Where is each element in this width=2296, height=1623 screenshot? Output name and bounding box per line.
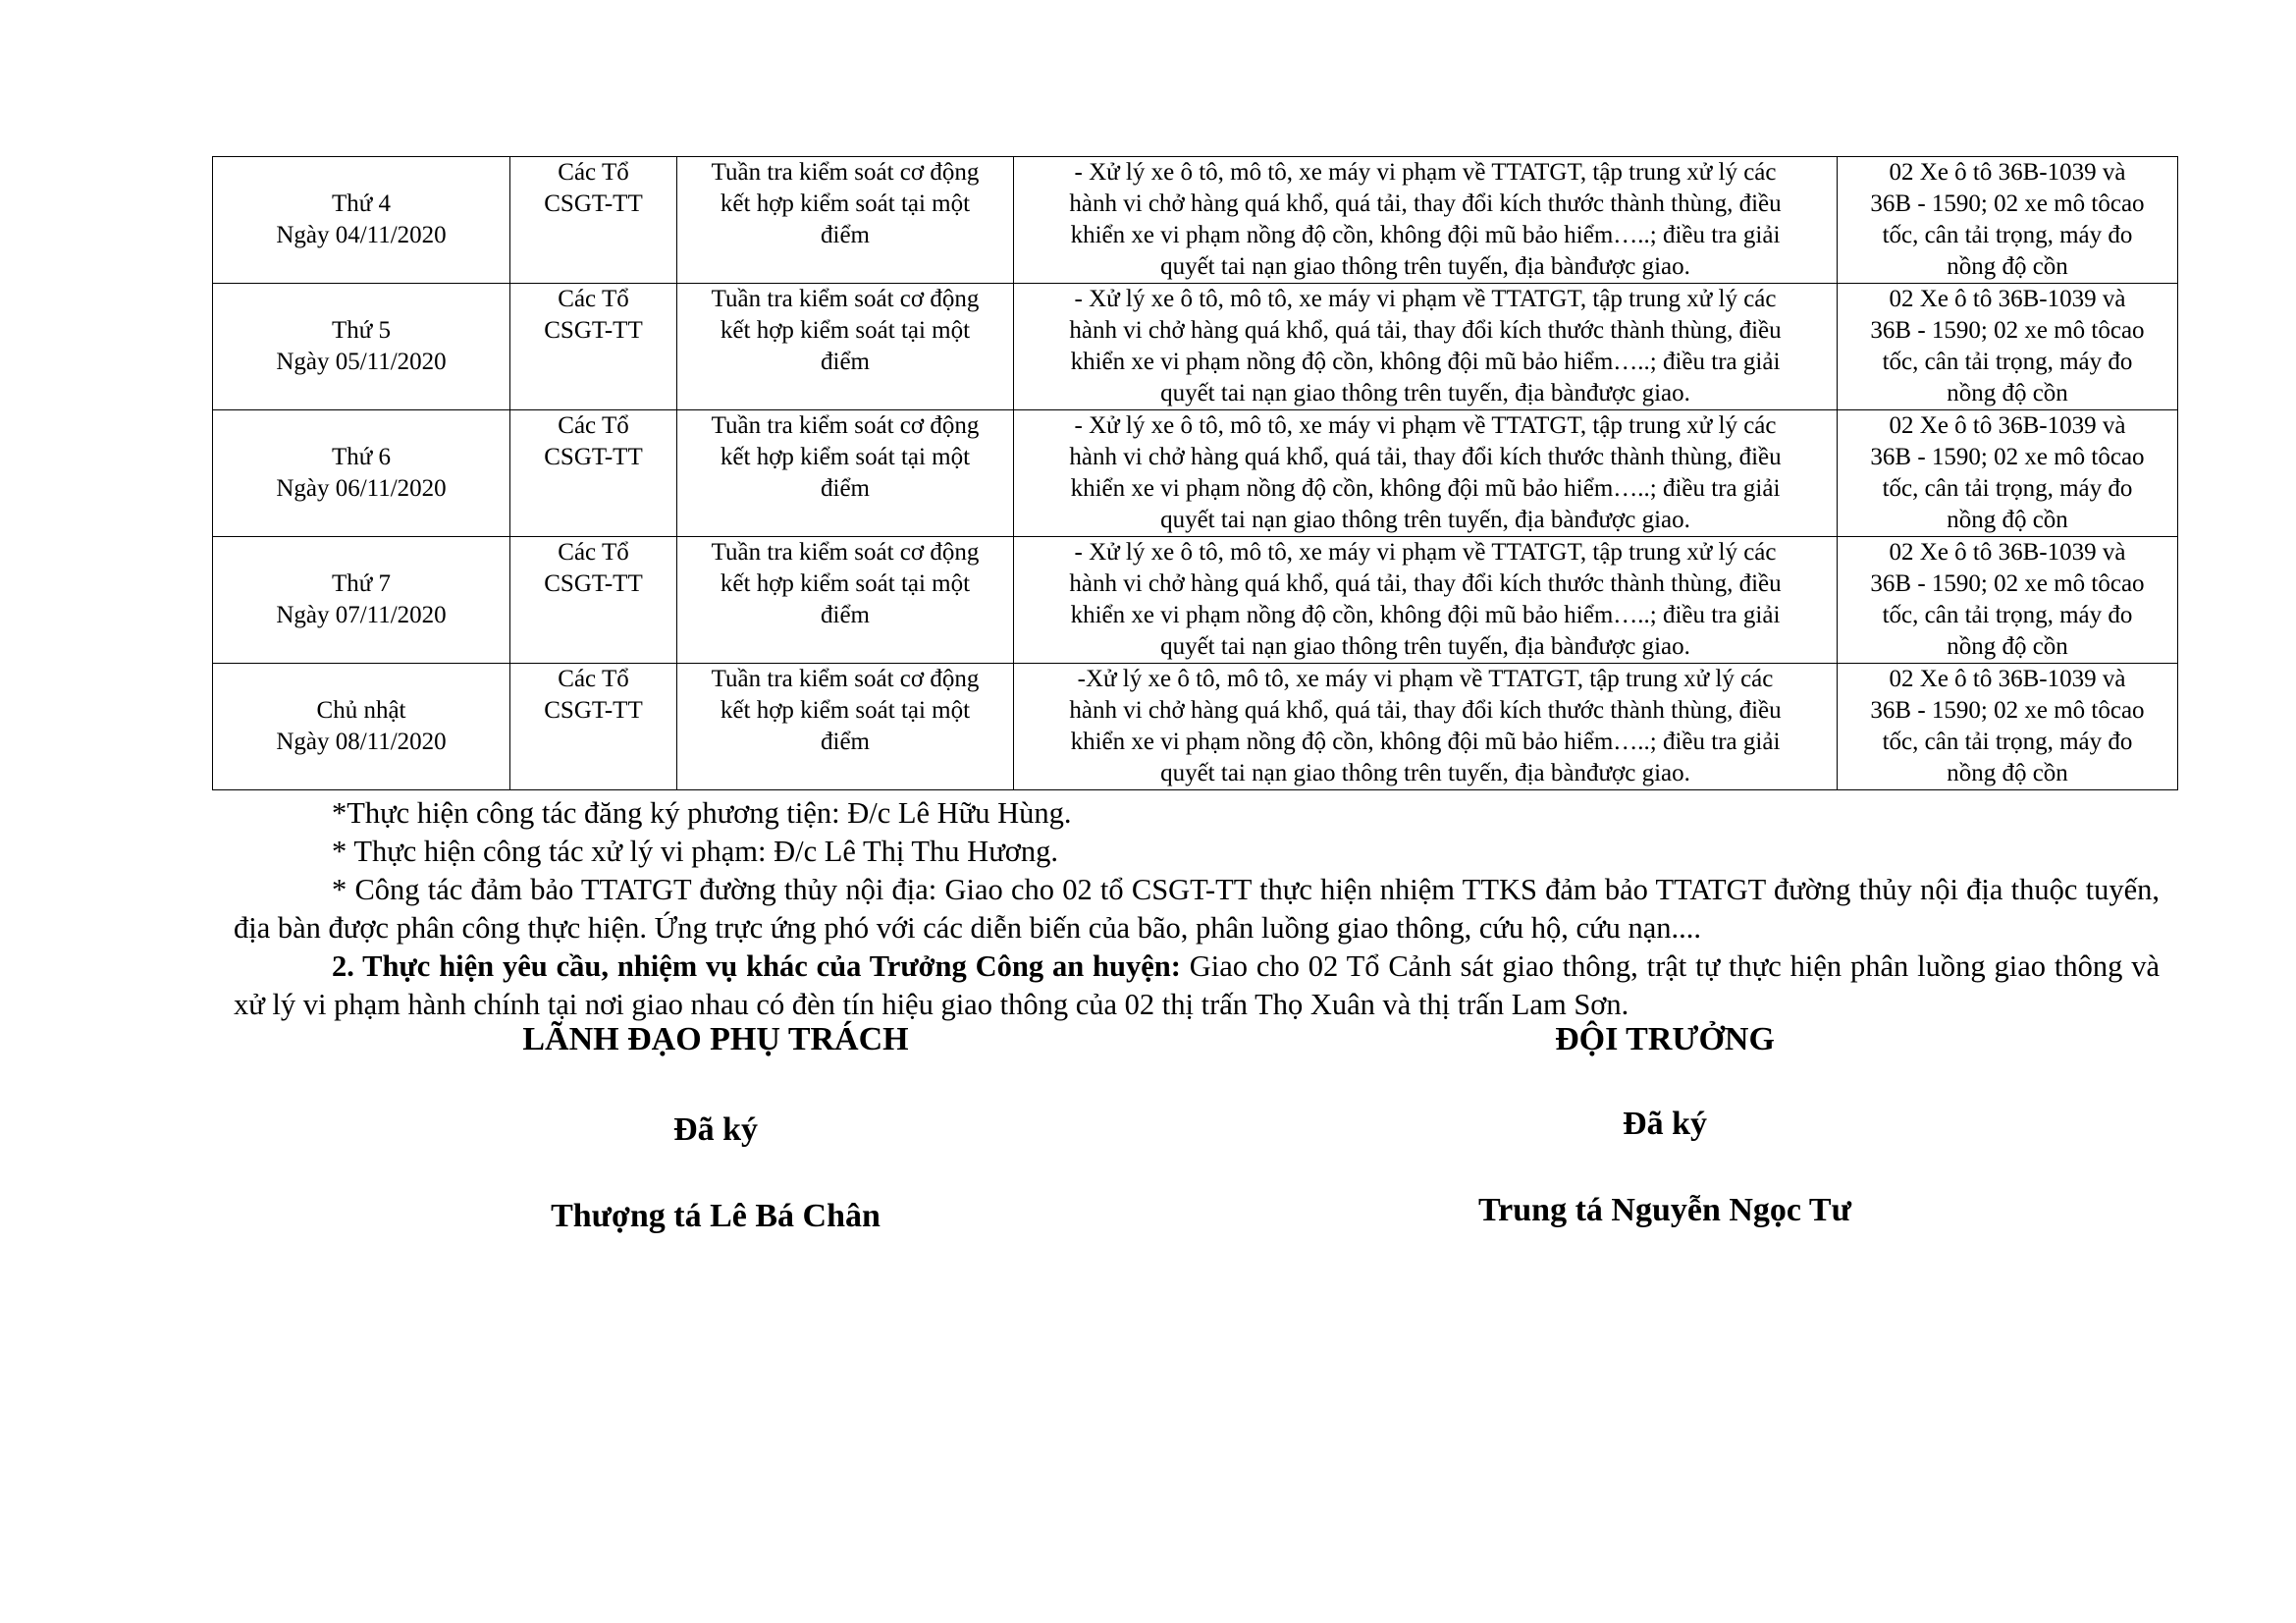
equipment-line: nồng độ cồn bbox=[1947, 507, 2068, 533]
content-cell bbox=[1014, 284, 1838, 410]
unit-cell bbox=[510, 664, 677, 790]
unit-line: Các Tổ bbox=[558, 666, 629, 692]
content-line: - Xử lý xe ô tô, mô tô, xe máy vi phạm về TTATGT, tập trung xử lý các bbox=[1074, 286, 1777, 312]
content-line: khiển xe vi phạm nồng độ cồn, không đội mũ bảo hiểm…..; điều tra giải bbox=[1070, 602, 1781, 628]
equipment-cell bbox=[1838, 664, 2178, 790]
unit-line: Các Tổ bbox=[558, 539, 629, 566]
day-label: Thứ 7 bbox=[331, 570, 392, 597]
form-line: điểm bbox=[821, 602, 870, 628]
content-line: hành vi chở hàng quá khổ, quá tải, thay đổi kích thước thành thùng, điều bbox=[1069, 444, 1782, 470]
signature-left-status: Đã ký bbox=[673, 1111, 758, 1148]
day-cell bbox=[213, 537, 510, 664]
equipment-line: 36B - 1590; 02 xe mô tôcao bbox=[1870, 317, 2145, 344]
unit-line: Các Tổ bbox=[558, 412, 629, 439]
form-line: kết hợp kiểm soát tại một bbox=[720, 190, 971, 217]
unit-cell bbox=[510, 284, 677, 410]
equipment-cell bbox=[1838, 537, 2178, 664]
day-cell bbox=[213, 284, 510, 410]
content-line: hành vi chở hàng quá khổ, quá tải, thay đổi kích thước thành thùng, điều bbox=[1069, 317, 1782, 344]
form-line: điểm bbox=[821, 729, 870, 755]
date-label: Ngày 08/11/2020 bbox=[276, 729, 447, 755]
schedule-table-body bbox=[213, 157, 2178, 790]
equipment-line: tốc, cân tải trọng, máy đo bbox=[1882, 222, 2133, 248]
signature-right-name: Trung tá Nguyễn Ngọc Tư bbox=[1478, 1192, 1851, 1228]
unit-line: CSGT-TT bbox=[544, 190, 643, 217]
schedule-row bbox=[213, 537, 2178, 664]
schedule-table bbox=[212, 156, 2178, 790]
form-line: kết hợp kiểm soát tại một bbox=[720, 444, 971, 470]
unit-line: CSGT-TT bbox=[544, 444, 643, 470]
form-cell bbox=[677, 284, 1014, 410]
form-cell bbox=[677, 537, 1014, 664]
unit-line: CSGT-TT bbox=[544, 697, 643, 724]
schedule-row bbox=[213, 664, 2178, 790]
form-line: điểm bbox=[821, 475, 870, 502]
equipment-line: 02 Xe ô tô 36B-1039 và bbox=[1889, 286, 2126, 312]
equipment-line: nồng độ cồn bbox=[1947, 760, 2068, 786]
day-label: Thứ 6 bbox=[331, 444, 392, 470]
content-line: - Xử lý xe ô tô, mô tô, xe máy vi phạm về TTATGT, tập trung xử lý các bbox=[1074, 412, 1777, 439]
form-line: kết hợp kiểm soát tại một bbox=[720, 570, 971, 597]
day-label: Thứ 4 bbox=[331, 190, 392, 217]
content-line: quyết tai nạn giao thông trên tuyến, địa bànđược giao. bbox=[1160, 507, 1690, 533]
content-cell bbox=[1014, 410, 1838, 537]
equipment-line: tốc, cân tải trọng, máy đo bbox=[1882, 729, 2133, 755]
equipment-line: nồng độ cồn bbox=[1947, 633, 2068, 660]
form-line: Tuần tra kiểm soát cơ động bbox=[711, 412, 980, 439]
content-line: khiển xe vi phạm nồng độ cồn, không đội mũ bảo hiểm…..; điều tra giải bbox=[1070, 729, 1781, 755]
content-line: khiển xe vi phạm nồng độ cồn, không đội mũ bảo hiểm…..; điều tra giải bbox=[1070, 475, 1781, 502]
date-label: Ngày 06/11/2020 bbox=[276, 475, 447, 502]
equipment-line: 02 Xe ô tô 36B-1039 và bbox=[1889, 159, 2126, 186]
equipment-line: tốc, cân tải trọng, máy đo bbox=[1882, 349, 2133, 375]
form-line: điểm bbox=[821, 349, 870, 375]
day-label: Thứ 5 bbox=[331, 317, 392, 344]
day-label: Chủ nhật bbox=[316, 697, 406, 724]
date-label: Ngày 07/11/2020 bbox=[276, 602, 447, 628]
form-line: Tuần tra kiểm soát cơ động bbox=[711, 286, 980, 312]
equipment-line: tốc, cân tải trọng, máy đo bbox=[1882, 475, 2133, 502]
note-waterway: * Công tác đảm bảo TTATGT đường thủy nội địa: Giao cho 02 tổ CSGT-TT thực hiện nhiệm TTKS đảm bảo TTATGT đường thủy nội địa thuộc tuyến, địa bàn được phân công thực hiện. Ứng trực ứng phó với các diễn biến của bão, phân luồng giao thông, cứu hộ, cứu nạn.... bbox=[234, 873, 2160, 945]
equipment-line: 02 Xe ô tô 36B-1039 và bbox=[1889, 412, 2126, 439]
section-2-text: Giao cho 02 Tổ Cảnh sát giao thông, trật tự thực hiện phân luồng giao thông và xử lý vi phạm hành chính tại nơi giao nhau có đèn tín hiệu giao thông của 02 thị trấn Thọ Xuân và thị trấn Lam Sơn. bbox=[234, 949, 2160, 1021]
note-registration: *Thực hiện công tác đăng ký phương tiện: Đ/c Lê Hữu Hùng. bbox=[332, 796, 1072, 830]
unit-cell bbox=[510, 157, 677, 284]
form-line: Tuần tra kiểm soát cơ động bbox=[711, 159, 980, 186]
signature-left-title: LÃNH ĐẠO PHỤ TRÁCH bbox=[522, 1021, 909, 1057]
schedule-row bbox=[213, 157, 2178, 284]
content-line: hành vi chở hàng quá khổ, quá tải, thay đổi kích thước thành thùng, điều bbox=[1069, 190, 1782, 217]
date-label: Ngày 04/11/2020 bbox=[276, 222, 447, 248]
form-line: kết hợp kiểm soát tại một bbox=[720, 317, 971, 344]
content-line: hành vi chở hàng quá khổ, quá tải, thay đổi kích thước thành thùng, điều bbox=[1069, 570, 1782, 597]
unit-cell bbox=[510, 410, 677, 537]
equipment-line: 36B - 1590; 02 xe mô tôcao bbox=[1870, 570, 2145, 597]
content-line: khiển xe vi phạm nồng độ cồn, không đội mũ bảo hiểm…..; điều tra giải bbox=[1070, 222, 1781, 248]
equipment-line: 02 Xe ô tô 36B-1039 và bbox=[1889, 666, 2126, 692]
note-violations: * Thực hiện công tác xử lý vi phạm: Đ/c Lê Thị Thu Hương. bbox=[332, 835, 1058, 868]
section-2-heading: 2. Thực hiện yêu cầu, nhiệm vụ khác của Trưởng Công an huyện: bbox=[332, 949, 1181, 983]
equipment-line: 36B - 1590; 02 xe mô tôcao bbox=[1870, 697, 2145, 724]
form-line: điểm bbox=[821, 222, 870, 248]
equipment-line: 36B - 1590; 02 xe mô tôcao bbox=[1870, 190, 2145, 217]
equipment-cell bbox=[1838, 157, 2178, 284]
content-cell bbox=[1014, 664, 1838, 790]
schedule-row bbox=[213, 410, 2178, 537]
day-cell bbox=[213, 410, 510, 537]
equipment-line: 02 Xe ô tô 36B-1039 và bbox=[1889, 539, 2126, 566]
content-line: quyết tai nạn giao thông trên tuyến, địa bànđược giao. bbox=[1160, 253, 1690, 280]
form-cell bbox=[677, 410, 1014, 537]
unit-line: CSGT-TT bbox=[544, 317, 643, 344]
form-cell bbox=[677, 157, 1014, 284]
signature-left-name: Thượng tá Lê Bá Chân bbox=[551, 1198, 881, 1234]
form-cell bbox=[677, 664, 1014, 790]
content-cell bbox=[1014, 537, 1838, 664]
section-2-paragraph bbox=[234, 947, 2160, 1024]
equipment-cell bbox=[1838, 410, 2178, 537]
content-line: khiển xe vi phạm nồng độ cồn, không đội mũ bảo hiểm…..; điều tra giải bbox=[1070, 349, 1781, 375]
day-cell bbox=[213, 157, 510, 284]
equipment-line: nồng độ cồn bbox=[1947, 380, 2068, 406]
unit-cell bbox=[510, 537, 677, 664]
form-line: Tuần tra kiểm soát cơ động bbox=[711, 539, 980, 566]
content-line: - Xử lý xe ô tô, mô tô, xe máy vi phạm về TTATGT, tập trung xử lý các bbox=[1074, 539, 1777, 566]
content-line: quyết tai nạn giao thông trên tuyến, địa bànđược giao. bbox=[1160, 380, 1690, 406]
equipment-line: nồng độ cồn bbox=[1947, 253, 2068, 280]
content-line: quyết tai nạn giao thông trên tuyến, địa bànđược giao. bbox=[1160, 633, 1690, 660]
signature-right-title: ĐỘI TRƯỞNG bbox=[1555, 1021, 1775, 1057]
schedule-row bbox=[213, 284, 2178, 410]
day-cell bbox=[213, 664, 510, 790]
content-line: -Xử lý xe ô tô, mô tô, xe máy vi phạm về TTATGT, tập trung xử lý các bbox=[1077, 666, 1774, 692]
equipment-line: tốc, cân tải trọng, máy đo bbox=[1882, 602, 2133, 628]
notes-section bbox=[234, 794, 2160, 1024]
equipment-cell bbox=[1838, 284, 2178, 410]
equipment-line: 36B - 1590; 02 xe mô tôcao bbox=[1870, 444, 2145, 470]
form-line: kết hợp kiểm soát tại một bbox=[720, 697, 971, 724]
date-label: Ngày 05/11/2020 bbox=[276, 349, 447, 375]
content-cell bbox=[1014, 157, 1838, 284]
content-line: quyết tai nạn giao thông trên tuyến, địa bànđược giao. bbox=[1160, 760, 1690, 786]
signature-right-status: Đã ký bbox=[1623, 1106, 1707, 1142]
unit-line: Các Tổ bbox=[558, 286, 629, 312]
content-line: hành vi chở hàng quá khổ, quá tải, thay đổi kích thước thành thùng, điều bbox=[1069, 697, 1782, 724]
content-line: - Xử lý xe ô tô, mô tô, xe máy vi phạm về TTATGT, tập trung xử lý các bbox=[1074, 159, 1777, 186]
form-line: Tuần tra kiểm soát cơ động bbox=[711, 666, 980, 692]
unit-line: Các Tổ bbox=[558, 159, 629, 186]
unit-line: CSGT-TT bbox=[544, 570, 643, 597]
